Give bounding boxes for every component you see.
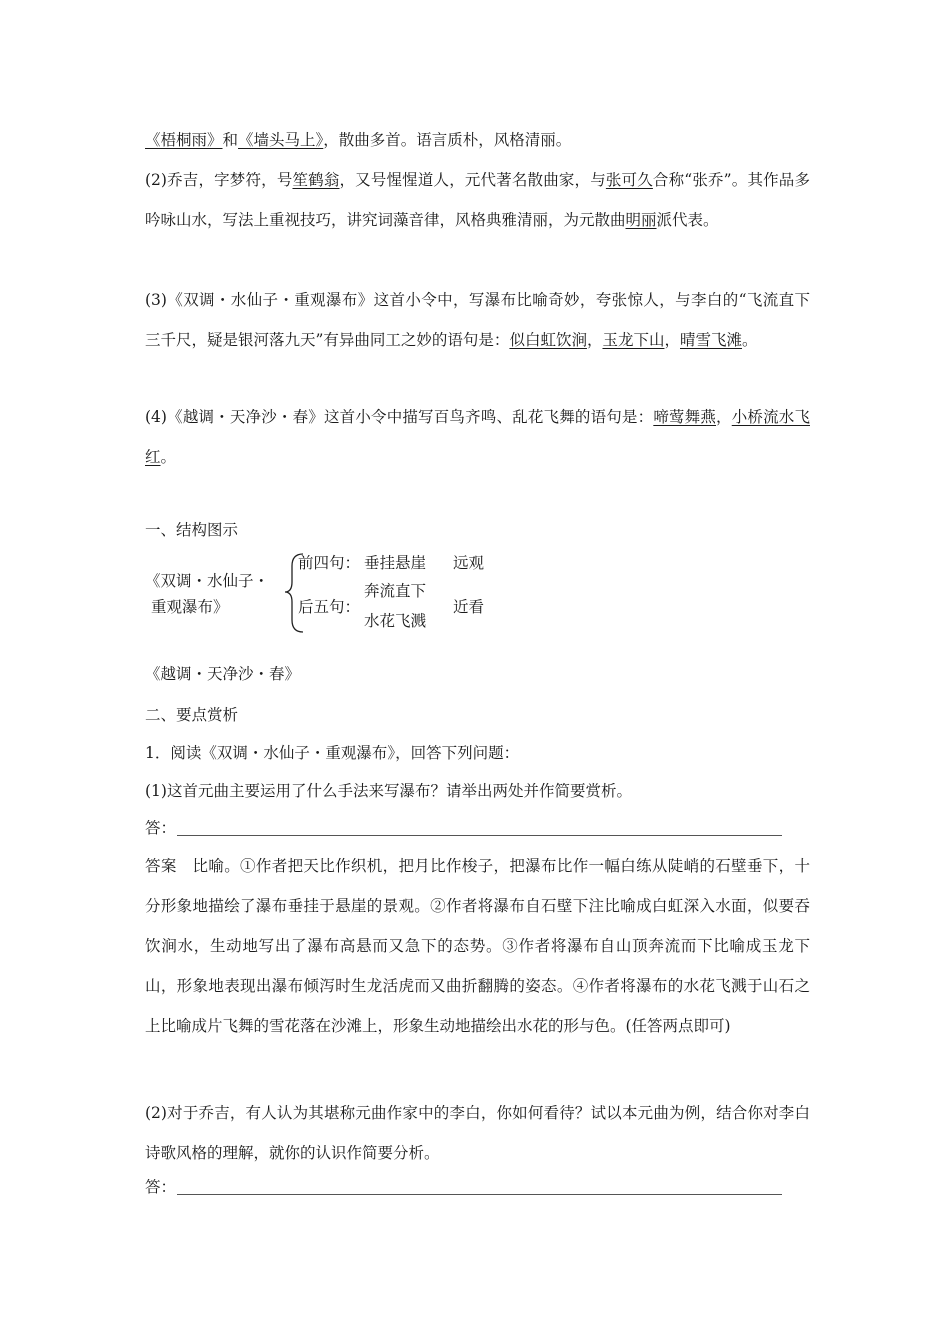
diagram-root-line2: 重观瀑布》 — [151, 598, 229, 616]
underlined-zhangkejiu: 张可久 — [605, 171, 653, 189]
answer-line-2[interactable] — [145, 1175, 176, 1199]
second-work-title: 《越调・天净沙・春》 — [145, 665, 301, 683]
question-1-1: (1)这首元曲主要运用了什么手法来写瀑布？请举出两处并作简要赏析。 — [145, 782, 632, 800]
underlined-shenghewong: 笙鹤翁 — [292, 171, 340, 189]
work-title-wutongyu: 《梧桐雨》 — [145, 131, 223, 149]
structure-diagram — [145, 548, 545, 638]
work-title-qiangtoumashang: 《墙头马上》 — [238, 131, 324, 149]
underlined-mingli: 明丽 — [625, 211, 657, 229]
diagram-branch2-label: 后五句： — [298, 598, 361, 616]
diagram-branch2-content2: 水花飞溅 — [364, 612, 427, 630]
diagram-branch2-content1: 奔流直下 — [364, 582, 427, 600]
answer-blank-2[interactable] — [177, 1194, 782, 1195]
underlined-answer-1: 似白虹饮涧 — [509, 331, 587, 349]
diagram-branch1-label: 前四句： — [298, 554, 361, 572]
answer-text-1: 答案 比喻。①作者把天比作织机，把月比作梭子，把瀑布比作一幅白练从陡峭的石壁垂下，十分形象地描绘了瀑布垂挂于悬崖的景观。②作者将瀑布自石壁下注比喻成白虹深入水面，似要吞饮涧水，生动地写出了瀑布高悬而又急下的态势。③作者将瀑布自山顶奔流而下比喻成玉龙下山，形象地表现出瀑布倾泻时生龙活虎而又曲折翻腾的姿态。④作者将瀑布的水花飞溅于山石之上比喻成片飞舞的雪花落在沙滩上，形象生动地描绘出水花的形与色。(任答两点即可) — [145, 857, 810, 1035]
underlined-answer-3: 晴雪飞滩 — [680, 331, 743, 349]
question-1-intro: 1．阅读《双调・水仙子・重观瀑布》，回答下列问题： — [145, 744, 520, 762]
underlined-answer-4: 啼莺舞燕 — [653, 408, 717, 426]
diagram-branch1-view: 远观 — [453, 554, 485, 572]
diagram-branch1-content: 垂挂悬崖 — [364, 554, 427, 572]
section-heading-analysis: 二、要点赏析 — [145, 706, 239, 724]
paragraph-tianjingsha: (4)《越调・天净沙・春》这首小令中描写百鸟齐鸣、乱花飞舞的语句是：啼莺舞燕，小桥流水飞红。 — [145, 408, 810, 466]
underlined-answer-5: 小桥流水飞红 — [145, 408, 810, 466]
question-1-2: (2)对于乔吉，有人认为其堪称元曲作家中的李白，你如何看待？试以本元曲为例，结合你对李白诗歌风格的理解，就你的认识作简要分析。 — [145, 1104, 810, 1162]
paragraph-author-works: 《梧桐雨》和《墙头马上》，散曲多首。语言质朴，风格清丽。 — [145, 131, 572, 149]
diagram-branch2-view: 近看 — [453, 598, 485, 616]
answer-line-1[interactable] — [145, 816, 176, 840]
paragraph-qiaoji: (2)乔吉，字梦符，号笙鹤翁，又号惺惺道人，元代著名散曲家，与张可久合称“张乔”。其作品多吟咏山水，写法上重视技巧，讲究词藻音律，风格典雅清丽，为元散曲明丽派代表。 — [145, 171, 810, 229]
diagram-root-line1: 《双调・水仙子・ — [145, 572, 270, 590]
answer-label-2: 答： — [145, 1178, 177, 1196]
paragraph-waterfall-metaphor: (3)《双调・水仙子・重观瀑布》这首小令中，写瀑布比喻奇妙，夸张惊人，与李白的“飞流直下三千尺，疑是银河落九天”有异曲同工之妙的语句是：似白虹饮涧，玉龙下山，晴雪飞滩。 — [145, 291, 810, 349]
answer-label-1: 答： — [145, 819, 177, 837]
answer-blank-1[interactable] — [177, 835, 782, 836]
underlined-answer-2: 玉龙下山 — [602, 331, 665, 349]
section-heading-structure: 一、结构图示 — [145, 521, 239, 539]
